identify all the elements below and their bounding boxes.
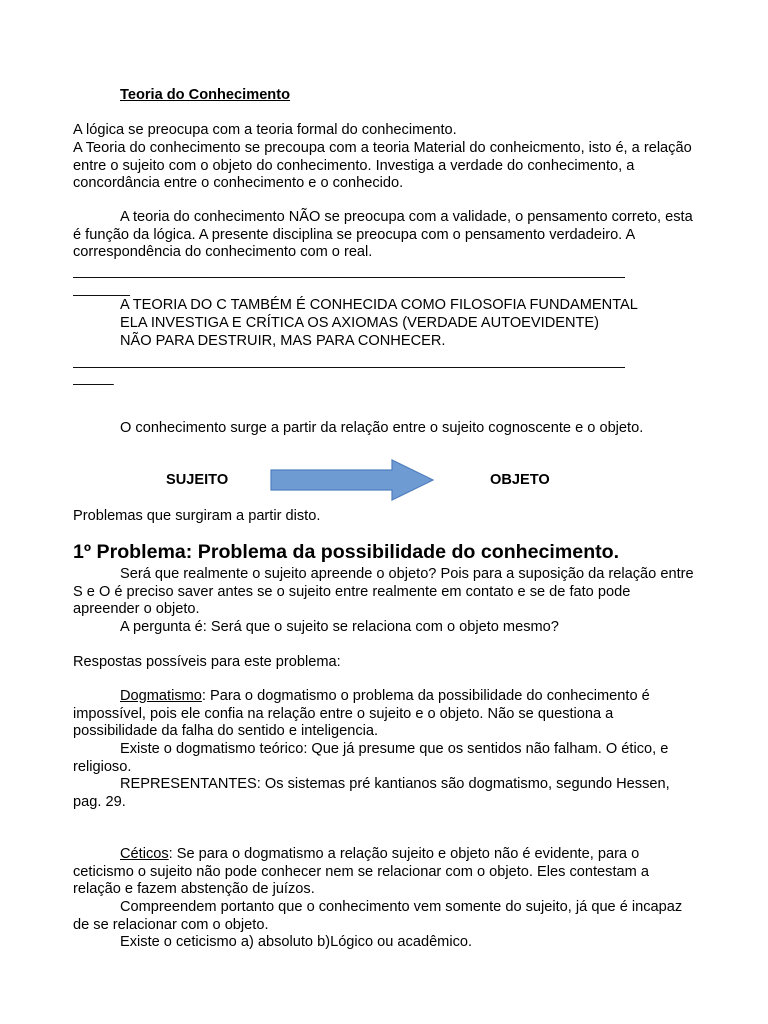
heading-first-problem: 1º Problema: Problema da possibilidade do conhecimento. <box>73 541 620 563</box>
right-arrow-icon <box>268 458 436 502</box>
paragraph-dogmatism-types: Existe o dogmatismo teórico: Que já presume que os sentidos não falham. O ético, e religioso. <box>73 741 669 775</box>
paragraph-answers-intro: Respostas possíveis para este problema: <box>73 654 341 670</box>
paragraph-dogmatism-representatives: REPRESENTANTES: Os sistemas pré kantianos são dogmatismo, segundo Hessen, pag. 29. <box>73 776 670 810</box>
paragraph-problems-intro: Problemas que surgiram a partir disto. <box>73 508 321 524</box>
diagram-object-label: OBJETO <box>490 472 550 488</box>
caps-line-1: A TEORIA DO C TAMBÉM É CONHECIDA COMO FILOSOFIA FUNDAMENTAL <box>120 297 638 313</box>
dogmatism-text: : Para o dogmatismo o problema da possibilidade do conhecimento é impossível, pois ele confia na relação entre o sujeito e o objeto. Não se questiona a possibilidade da falha do sentido e inteligencia. <box>73 688 650 740</box>
paragraph-knowledge-arises: O conhecimento surge a partir da relação entre o sujeito cognoscente e o objeto. <box>120 420 644 436</box>
horizontal-rule-1: ____________________________________________________________________ <box>73 263 625 279</box>
paragraph-skeptics-subject: Compreendem portanto que o conhecimento vem somente do sujeito, já que é incapaz de se relacionar com o objeto. <box>73 899 683 933</box>
paragraph-theory-not-validity: A teoria do conhecimento NÃO se preocupa com a validade, o pensamento correto, esta é função da lógica. A presente disciplina se preocupa com o pensamento verdadeiro. A correspondência do conhecimento com o real. <box>73 209 693 261</box>
term-skeptics: Céticos <box>120 846 169 862</box>
paragraph-dogmatism <box>73 688 698 741</box>
paragraph-theory-material: A Teoria do conhecimento se precoupa com a teoria Material do conheicmento, isto é, a relação entre o sujeito com o objeto do conhecimento. Investiga a verdade do conhecimento, a concordância entre o conhecimento e o conhecido. <box>73 140 692 192</box>
skeptics-text: : Se para o dogmatismo a relação sujeito e objeto não é evidente, para o ceticismo o sujeito não pode conhecer nem se relacionar com o objeto. Eles contestam a relação e fazem abstenção de juízos. <box>73 846 649 898</box>
caps-line-3: NÃO PARA DESTRUIR, MAS PARA CONHECER. <box>120 333 446 349</box>
diagram-subject-label: SUJEITO <box>166 472 229 488</box>
horizontal-rule-2: ____________________________________________________________________ <box>73 353 625 369</box>
paragraph-logic: A lógica se preocupa com a teoria formal do conhecimento. <box>73 122 457 138</box>
paragraph-question: A pergunta é: Será que o sujeito se relaciona com o objeto mesmo? <box>120 619 559 635</box>
horizontal-rule-1-end: _______ <box>73 281 130 297</box>
paragraph-possibility-question: Será que realmente o sujeito apreende o objeto? Pois para a suposição da relação entre S e O é preciso saver antes se o sujeito entre realmente em contato e se de fato pode apreender o objeto. <box>73 566 694 618</box>
term-dogmatism: Dogmatismo <box>120 688 202 704</box>
doc-title: Teoria do Conhecimento <box>120 87 291 103</box>
caps-line-2: ELA INVESTIGA E CRÍTICA OS AXIOMAS (VERDADE AUTOEVIDENTE) <box>120 315 600 331</box>
paragraph-skeptics <box>73 846 698 899</box>
horizontal-rule-2-end: _____ <box>73 370 114 386</box>
paragraph-skepticism-types: Existe o ceticismo a) absoluto b)Lógico ou acadêmico. <box>120 934 473 950</box>
